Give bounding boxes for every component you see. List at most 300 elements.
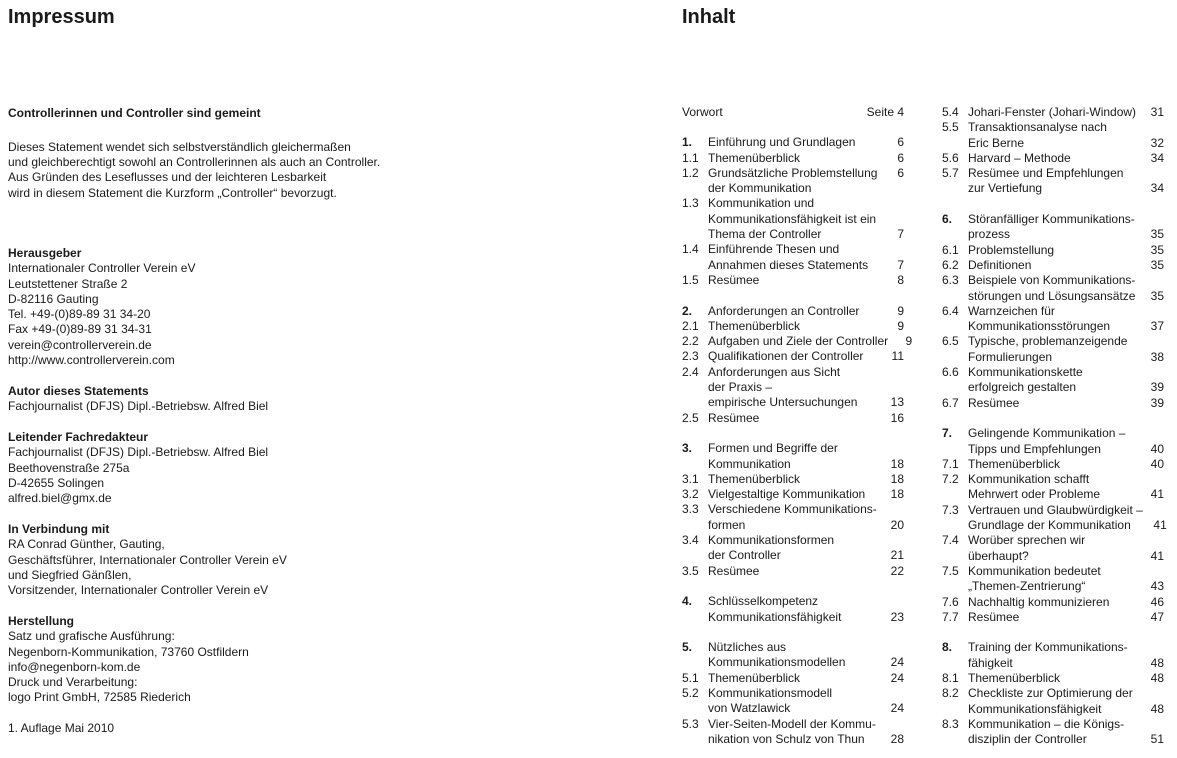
- toc-entry-title: [968, 273, 1140, 304]
- toc-entry-page: 41: [1150, 487, 1164, 502]
- toc-entry-title-line: überhaupt?: [968, 548, 1029, 563]
- toc-entry-title-line: der Praxis –: [708, 380, 773, 395]
- toc-entry-title-line: Themenüberblick: [708, 670, 801, 685]
- toc-entry-title: [708, 135, 880, 150]
- impressum-block: [8, 246, 195, 368]
- toc-entry-page: 20: [890, 517, 904, 532]
- toc-entry-title: [968, 120, 1140, 151]
- toc-entry-title-line: Beispiele von Kommunikations-: [968, 273, 1136, 288]
- toc-entry[interactable]: [682, 242, 904, 273]
- toc-entry-title: [708, 533, 880, 564]
- toc-entry[interactable]: [682, 487, 904, 502]
- toc-entry-title-line: Formulierungen: [968, 349, 1053, 364]
- toc-entry-number: 6.2: [942, 257, 959, 272]
- toc-entry-title-line: Anforderungen aus Sicht: [708, 364, 841, 379]
- notice-text: [8, 140, 380, 201]
- toc-entry[interactable]: [942, 671, 1164, 686]
- toc-column-2: [942, 105, 1167, 747]
- toc-entry-page: 48: [1150, 701, 1164, 716]
- toc-entry-number: 3.4: [682, 533, 699, 548]
- toc-entry-title-line: Johari-Fenster (Johari-Window): [968, 105, 1137, 119]
- toc-entry-title-line: Resümee: [968, 609, 1020, 624]
- block-line: Fax +49-(0)89-89 31 34-31: [8, 322, 152, 337]
- toc-entry-title: [708, 671, 880, 686]
- toc-entry[interactable]: [682, 304, 904, 319]
- toc-entry-page: 9: [905, 334, 913, 349]
- toc-entry-title-line: Nützliches aus: [708, 640, 787, 655]
- toc-entry-title-line: Nachhaltig kommunizieren: [968, 594, 1110, 609]
- toc-entry[interactable]: [682, 594, 904, 625]
- toc-preface[interactable]: [682, 105, 904, 120]
- block-line: Satz und grafische Ausführung:: [8, 629, 175, 644]
- toc-preface-label: Vorwort: [682, 105, 723, 119]
- toc-entry-title: [968, 717, 1140, 748]
- toc-entry-title: [708, 564, 880, 579]
- block-line: Geschäftsführer, Internationaler Controller Verein eV: [8, 552, 287, 567]
- impressum-block: [8, 614, 249, 706]
- toc-entry-title-line: Störanfälliger Kommunikations-: [968, 212, 1135, 227]
- toc-entry[interactable]: [942, 105, 1164, 120]
- toc-entry[interactable]: [682, 319, 904, 334]
- toc-entry-title-line: zur Vertiefung: [968, 181, 1043, 196]
- toc-entry-title-line: Kommunikationsstörungen: [968, 319, 1111, 334]
- toc-entry-page: 28: [890, 731, 904, 746]
- toc-entry-page: 48: [1150, 670, 1164, 685]
- block-line: logo Print GmbH, 72585 Riederich: [8, 690, 191, 705]
- toc-entry-number: 2.1: [682, 318, 699, 333]
- toc-entry-page: 24: [890, 701, 904, 716]
- toc-entry-title-line: Resümee: [968, 395, 1020, 410]
- toc-entry[interactable]: [682, 334, 913, 349]
- toc-entry-title-line: Anforderungen an Controller: [708, 303, 860, 318]
- toc-entry-title: [968, 258, 1140, 273]
- toc-entry-title: [968, 564, 1140, 595]
- toc-entry-number: 8.2: [942, 686, 959, 701]
- toc-entry-number: 5.5: [942, 120, 959, 135]
- toc-entry-number: 1.2: [682, 165, 699, 180]
- toc-entry-title: [968, 457, 1140, 472]
- impressum-block: [8, 430, 268, 506]
- toc-entry-title-line: Definitionen: [968, 257, 1032, 272]
- notice-line: Dieses Statement wendet sich selbstverständlich gleichermaßen: [8, 140, 351, 154]
- toc-entry-number: 6.5: [942, 334, 959, 349]
- impressum-block: [8, 522, 287, 598]
- page-title: Impressum: [8, 6, 115, 28]
- block-line: info@negenborn-kom.de: [8, 659, 141, 674]
- toc-entry-title-line: Vier-Seiten-Modell der Kommu-: [708, 716, 876, 731]
- toc-entry-title-line: Einführende Thesen und: [708, 242, 840, 257]
- toc-entry-title-line: Resümee und Empfehlungen: [968, 166, 1124, 181]
- toc-entry-title: [708, 151, 880, 166]
- toc-entry-title-line: Worüber sprechen wir: [968, 533, 1086, 548]
- toc-entry[interactable]: [942, 426, 1164, 457]
- toc-entry-page: 13: [890, 395, 904, 410]
- toc-entry-number: 4.: [682, 594, 693, 609]
- block-line: Tel. +49-(0)89-89 31 34-20: [8, 307, 151, 322]
- toc-entry-page: 21: [890, 548, 904, 563]
- block-title: Herausgeber: [8, 246, 82, 260]
- toc-entry-title: [968, 396, 1140, 411]
- toc-entry-page: 6: [897, 135, 904, 150]
- toc-entry-page: 40: [1150, 456, 1164, 471]
- toc-entry-title-line: Problemstellung: [968, 242, 1055, 257]
- toc-entry-title-line: Mehrwert oder Probleme: [968, 487, 1101, 502]
- toc-entry-title-line: Transaktionsanalyse nach: [968, 120, 1107, 135]
- toc-entry-number: 5.2: [682, 685, 699, 700]
- toc-entry-page: 39: [1150, 395, 1164, 410]
- toc-entry-number: 5.7: [942, 166, 959, 181]
- toc-entry-title: [708, 304, 880, 319]
- toc-entry[interactable]: [942, 396, 1164, 411]
- toc-entry-page: 8: [897, 272, 904, 287]
- toc-entry-number: 5.6: [942, 150, 959, 165]
- toc-entry[interactable]: [682, 411, 904, 426]
- toc-entry-title: [708, 502, 880, 533]
- block-line: Druck und Verarbeitung:: [8, 675, 138, 690]
- toc-entry-title-line: Typische, problemanzeigende: [968, 334, 1128, 349]
- edition-note: 1. Auflage Mai 2010: [8, 721, 115, 735]
- toc-entry[interactable]: [942, 120, 1164, 151]
- toc-entry-number: 5.: [682, 640, 693, 655]
- toc-entry-title-line: Grundlage der Kommunikation: [968, 518, 1131, 533]
- toc-entry-title: [708, 273, 880, 288]
- toc-entry-number: 6.: [942, 212, 953, 227]
- toc-entry-title-line: Themenüberblick: [708, 150, 801, 165]
- toc-entry-title: [708, 686, 880, 717]
- toc-entry-title-line: Kommunikationskette: [968, 365, 1083, 380]
- toc-entry-title-line: disziplin der Controller: [968, 732, 1087, 747]
- toc-entry-page: 9: [897, 318, 904, 333]
- toc-entry-title-line: Themenüberblick: [708, 318, 801, 333]
- toc-entry[interactable]: [682, 151, 904, 166]
- toc-entry-page: 41: [1150, 548, 1164, 563]
- toc-entry-page: 38: [1150, 349, 1164, 364]
- toc-entry-title-line: Kommunikation – die Königs-: [968, 716, 1125, 731]
- toc-entry-page: 7: [897, 257, 904, 272]
- toc-entry-title-line: Kommunikation: [708, 456, 791, 471]
- toc-entry-title: [968, 640, 1140, 671]
- toc-preface-page: Seite 4: [866, 105, 904, 119]
- toc-entry[interactable]: [942, 564, 1164, 595]
- toc-entry-title: [968, 472, 1140, 503]
- toc-entry[interactable]: [942, 533, 1164, 564]
- toc-entry-title-line: Kommunikationsformen: [708, 533, 835, 548]
- toc-entry-title: [708, 717, 880, 748]
- toc-entry[interactable]: [942, 212, 1164, 243]
- toc-entry-title-line: Thema der Controller: [708, 227, 822, 242]
- toc-entry[interactable]: [942, 457, 1164, 472]
- block-title: In Verbindung mit: [8, 522, 110, 536]
- toc-entry-title-line: Resümee: [708, 272, 760, 287]
- toc-entry-number: 2.4: [682, 364, 699, 379]
- block-line: http://www.controllerverein.com: [8, 353, 175, 368]
- toc-entry[interactable]: [942, 717, 1164, 748]
- toc-entry-title: [708, 640, 880, 671]
- toc-entry-number: 8.: [942, 640, 953, 655]
- page-title: Inhalt: [682, 6, 736, 28]
- toc-entry-title: [708, 487, 880, 502]
- block-line: D-82116 Gauting: [8, 291, 99, 306]
- toc-entry-page: 40: [1150, 441, 1164, 456]
- toc-entry-page: 35: [1150, 227, 1164, 242]
- notice-line: und gleichberechtigt sowohl an Controllerinnen als auch an Controller.: [8, 155, 381, 170]
- toc-entry-title-line: Themenüberblick: [968, 670, 1061, 685]
- toc-entry-page: 47: [1150, 609, 1164, 624]
- toc-entry-title: [708, 242, 880, 273]
- toc-entry[interactable]: [942, 258, 1164, 273]
- block-line: D-42655 Solingen: [8, 475, 105, 490]
- toc-entry-title-line: Resümee: [708, 410, 760, 425]
- toc-entry-title-line: Training der Kommunikations-: [968, 640, 1128, 655]
- notice-title: Controllerinnen und Controller sind gemeint: [8, 106, 261, 120]
- toc-entry[interactable]: [942, 273, 1164, 304]
- toc-entry-title: [968, 212, 1140, 243]
- toc-entry-page: 35: [1150, 242, 1164, 257]
- toc-entry-page: 22: [890, 563, 904, 578]
- toc-entry-number: 7.5: [942, 563, 959, 578]
- toc-entry-number: 1.1: [682, 150, 699, 165]
- toc-entry-number: 8.3: [942, 716, 959, 731]
- toc-entry-number: 3.3: [682, 502, 699, 517]
- toc-entry-number: 5.4: [942, 105, 959, 119]
- toc-entry-title-line: Eric Berne: [968, 135, 1025, 150]
- toc-entry-title: [968, 365, 1140, 396]
- toc-entry-number: 7.3: [942, 502, 959, 517]
- toc-entry-title-line: Tipps und Empfehlungen: [968, 441, 1101, 456]
- block-line: Fachjournalist (DFJS) Dipl.-Betriebsw. Alfred Biel: [8, 399, 269, 414]
- toc-entry-title-line: fähigkeit: [968, 655, 1013, 670]
- toc-entry-title-line: Kommunikationsfähigkeit: [708, 609, 842, 624]
- toc-entry-title: [968, 166, 1140, 197]
- notice-line: Aus Gründen des Leseflusses und der leichteren Lesbarkeit: [8, 170, 327, 185]
- toc-entry-title: [968, 151, 1140, 166]
- toc-entry-title-line: Qualifikationen der Controller: [708, 349, 864, 364]
- block-line: RA Conrad Günther, Gauting,: [8, 537, 165, 552]
- toc-entry[interactable]: [682, 686, 904, 717]
- toc-entry-title: [968, 105, 1140, 120]
- toc-entry-number: 2.: [682, 303, 693, 318]
- toc-entry-number: 2.2: [682, 334, 699, 349]
- contents-page: [682, 0, 1174, 758]
- toc-entry-title-line: Einführung und Grundlagen: [708, 135, 856, 150]
- toc-column-1: [682, 105, 913, 747]
- toc-entry-page: 39: [1150, 380, 1164, 395]
- toc-entry-title-line: Kommunikationsmodellen: [708, 655, 846, 670]
- toc-entry-title: [968, 304, 1140, 335]
- toc-entry-page: 31: [1150, 105, 1164, 119]
- notice-line: wird in diesem Statement die Kurzform „Controller“ bevorzugt.: [8, 185, 337, 200]
- toc-entry-page: 34: [1150, 150, 1164, 165]
- toc-entry-title-line: Verschiedene Kommunikations-: [708, 502, 877, 517]
- toc-entry-title: [968, 686, 1140, 717]
- toc-entry-title-line: Schlüsselkompetenz: [708, 594, 819, 609]
- toc-entry[interactable]: [682, 365, 904, 411]
- toc-entry[interactable]: [942, 365, 1164, 396]
- toc-entry-title-line: Gelingende Kommunikation –: [968, 426, 1126, 441]
- toc-entry-number: 7.4: [942, 533, 959, 548]
- toc-entry[interactable]: [942, 640, 1164, 671]
- toc-entry-number: 7.: [942, 426, 953, 441]
- toc-entry-number: 5.3: [682, 716, 699, 731]
- toc-entry[interactable]: [682, 640, 904, 671]
- toc-entry[interactable]: [682, 166, 904, 197]
- toc-entry-page: 24: [890, 655, 904, 670]
- toc-entry-page: 18: [890, 487, 904, 502]
- toc-entry[interactable]: [682, 502, 904, 533]
- block-line: Vorsitzender, Internationaler Controller Verein eV: [8, 583, 269, 598]
- toc-entry-page: 23: [890, 609, 904, 624]
- toc-entry[interactable]: [682, 349, 904, 364]
- toc-entry-title-line: Vertrauen und Glaubwürdigkeit –: [968, 502, 1143, 517]
- toc-entry-title-line: von Watzlawick: [708, 701, 791, 716]
- toc-entry-title-line: formen: [708, 517, 746, 532]
- toc-entry-number: 7.7: [942, 609, 959, 624]
- toc-entry-page: 43: [1150, 579, 1164, 594]
- toc-entry-number: 6.6: [942, 365, 959, 380]
- toc-entry-title: [708, 472, 880, 487]
- toc-entry-title-line: Themenüberblick: [708, 471, 801, 486]
- toc-entry-page: 18: [890, 456, 904, 471]
- toc-entry[interactable]: [682, 135, 904, 150]
- toc-entry-title: [968, 334, 1140, 365]
- toc-entry-page: 7: [897, 227, 904, 242]
- toc-entry-number: 5.1: [682, 670, 699, 685]
- toc-entry[interactable]: [682, 717, 904, 748]
- toc-entry[interactable]: [942, 595, 1164, 610]
- toc-entry-title: [708, 441, 880, 472]
- toc-entry-number: 6.4: [942, 303, 959, 318]
- block-line: alfred.biel@gmx.de: [8, 491, 112, 506]
- toc-entry-title-line: Grundsätzliche Problemstellung: [708, 165, 878, 180]
- toc-entry-page: 35: [1150, 288, 1164, 303]
- toc-entry-page: 11: [891, 349, 904, 364]
- block-title: Herstellung: [8, 614, 75, 628]
- toc-entry-title: [708, 166, 880, 197]
- toc-entry-number: 1.3: [682, 196, 699, 211]
- toc-entry-title-line: Formen und Begriffe der: [708, 441, 838, 456]
- toc-entry-title-line: Warnzeichen für: [968, 303, 1055, 318]
- toc-entry-title-line: nikation von Schulz von Thun: [708, 731, 865, 746]
- toc-entry-title: [968, 503, 1143, 534]
- toc-entry[interactable]: [682, 441, 904, 472]
- block-line: Leutstettener Straße 2: [8, 276, 128, 291]
- toc-entry[interactable]: [942, 334, 1164, 365]
- toc-entry-title-line: der Controller: [708, 548, 781, 563]
- toc-entry-title: [708, 365, 880, 411]
- toc-entry-title-line: Annahmen dieses Statements: [708, 257, 869, 272]
- toc-entry[interactable]: [682, 196, 904, 242]
- toc-entry-title: [968, 610, 1140, 625]
- toc-entry-title-line: Kommunikation schafft: [968, 472, 1090, 487]
- toc-entry-title-line: „Themen-Zentrierung“: [968, 579, 1086, 594]
- toc-entry-number: 1.: [682, 135, 693, 150]
- block-line: Internationaler Controller Verein eV: [8, 261, 196, 276]
- toc-entry-number: 1.4: [682, 242, 699, 257]
- toc-entry-title-line: Harvard – Methode: [968, 150, 1071, 165]
- block-title: Leitender Fachredakteur: [8, 430, 149, 444]
- toc-entry-page: 51: [1150, 732, 1164, 747]
- toc-entry[interactable]: [942, 151, 1164, 166]
- toc-entry-title: [708, 334, 888, 349]
- toc-entry[interactable]: [942, 610, 1164, 625]
- toc-entry-number: 6.3: [942, 273, 959, 288]
- impressum-page: [8, 0, 648, 758]
- toc-entry[interactable]: [682, 564, 904, 579]
- toc-entry-number: 1.5: [682, 272, 699, 287]
- toc-entry-title-line: prozess: [968, 227, 1011, 242]
- toc-entry-title-line: Kommunikationsmodell: [708, 685, 833, 700]
- block-line: Negenborn-Kommunikation, 73760 Ostfildern: [8, 644, 249, 659]
- toc-entry-page: 9: [897, 303, 904, 318]
- toc-entry-number: 3.5: [682, 563, 699, 578]
- toc-entry-title: [708, 349, 880, 364]
- toc-entry-title: [708, 411, 880, 426]
- toc-entry[interactable]: [942, 502, 1167, 534]
- toc-entry[interactable]: [942, 686, 1164, 717]
- block-line: Beethovenstraße 275a: [8, 460, 130, 475]
- impressum-block: [8, 384, 268, 415]
- toc-entry-title-line: Aufgaben und Ziele der Controller: [708, 334, 889, 349]
- toc-entry-page: 34: [1150, 181, 1164, 196]
- toc-entry-number: 3.1: [682, 471, 699, 486]
- toc-entry-page: 35: [1150, 257, 1164, 272]
- toc-entry[interactable]: [942, 304, 1164, 335]
- toc-entry-title: [708, 594, 880, 625]
- block-line: Fachjournalist (DFJS) Dipl.-Betriebsw. Alfred Biel: [8, 445, 269, 460]
- toc-entry-page: 32: [1150, 135, 1164, 150]
- toc-entry-title-line: Kommunikationsfähigkeit ist ein: [708, 211, 877, 226]
- block-line: und Siegfried Gänßlen,: [8, 567, 132, 582]
- toc-entry-title-line: Kommunikationsfähigkeit: [968, 701, 1102, 716]
- toc-entry-title-line: empirische Untersuchungen: [708, 395, 858, 410]
- toc-entry-number: 3.2: [682, 487, 699, 502]
- toc-entry-title-line: Vielgestaltige Kommunikation: [708, 487, 866, 502]
- toc-entry-title-line: der Kommunikation: [708, 181, 812, 196]
- toc-entry[interactable]: [682, 472, 904, 487]
- toc-entry-page: 37: [1150, 319, 1164, 334]
- toc-entry-title: [708, 319, 880, 334]
- toc-entry-number: 8.1: [942, 670, 959, 685]
- toc-entry-title: [968, 671, 1140, 686]
- block-title: Autor dieses Statements: [8, 384, 149, 398]
- toc-entry-title: [968, 426, 1140, 457]
- toc-entry[interactable]: [682, 671, 904, 686]
- toc-entry-title-line: Kommunikation bedeutet: [968, 563, 1101, 578]
- toc-entry[interactable]: [942, 472, 1164, 503]
- toc-entry-title-line: störungen und Lösungsansätze: [968, 288, 1136, 303]
- toc-entry-page: 6: [897, 165, 904, 180]
- toc-entry-number: 2.3: [682, 349, 699, 364]
- toc-entry-title-line: erfolgreich gestalten: [968, 380, 1077, 395]
- toc-entry-number: 2.5: [682, 410, 699, 425]
- toc-entry-title: [968, 595, 1140, 610]
- toc-entry-page: 41: [1153, 518, 1167, 533]
- toc-entry-number: 6.1: [942, 242, 959, 257]
- toc-entry-title: [968, 243, 1140, 258]
- toc-entry-page: 46: [1150, 594, 1164, 609]
- toc-entry[interactable]: [682, 273, 904, 288]
- block-line: verein@controllerverein.de: [8, 337, 152, 352]
- toc-entry-page: 6: [897, 150, 904, 165]
- toc-entry-title-line: Checkliste zur Optimierung der: [968, 686, 1133, 701]
- toc-entry[interactable]: [942, 243, 1164, 258]
- toc-entry[interactable]: [942, 166, 1164, 197]
- toc-entry-page: 24: [890, 670, 904, 685]
- toc-entry[interactable]: [682, 533, 904, 564]
- toc-entry-title-line: Kommunikation und: [708, 196, 815, 211]
- toc-entry-title: [968, 533, 1140, 564]
- toc-entry-title: [708, 196, 880, 242]
